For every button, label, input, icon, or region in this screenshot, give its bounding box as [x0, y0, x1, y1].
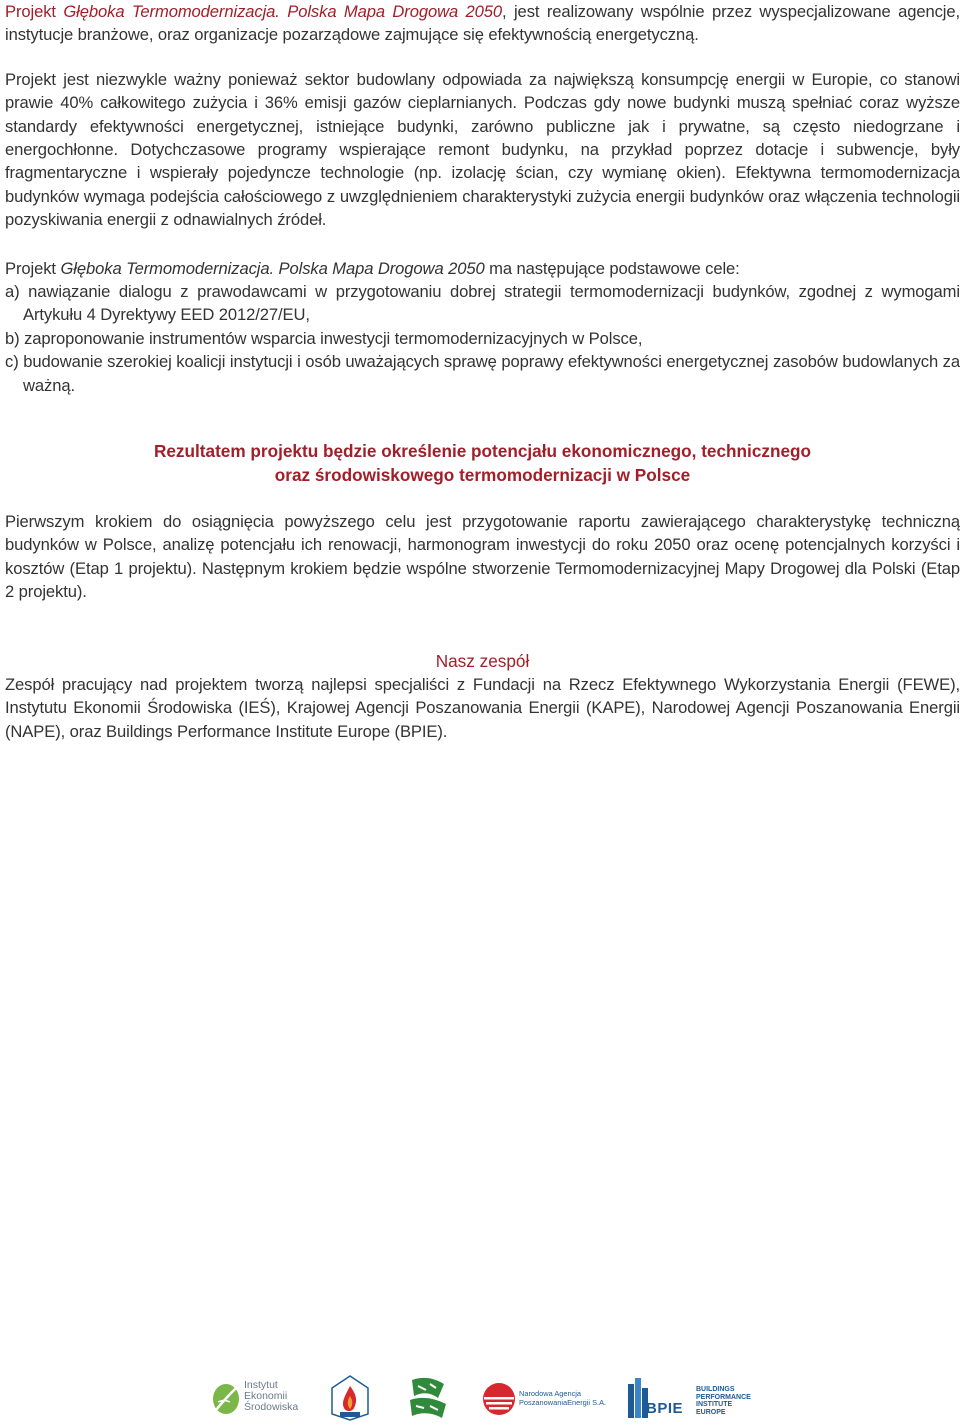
- kape-flame-icon: [328, 1374, 372, 1422]
- intro-project-label: Projekt: [5, 2, 64, 21]
- intro-map-name: Polska Mapa Drogowa 2050: [279, 2, 503, 21]
- result-heading: [5, 440, 960, 487]
- intro-rest: , jest realizowany wspólnie przez wyspecjalizowane agencje, instytucje branżowe, oraz organizacje pozarządowe zajmujące się efektywnością energetyczną.: [5, 2, 960, 45]
- team-text-block: [5, 673, 960, 743]
- result-heading-line-2: oraz środowiskowego termomodernizacji w Polsce: [274, 464, 691, 485]
- bpie-word: BPIE: [646, 1400, 684, 1417]
- ies-logo: [210, 1374, 310, 1422]
- bpie-logo: [628, 1374, 760, 1422]
- goal-item-c: c) budowanie szerokiej koalicji instytucji i osób uważających sprawę poprawy efektywności energetycznej zasobów budowlanych za ważną.: [5, 352, 960, 395]
- bpie-building-icon: [628, 1378, 648, 1418]
- result-text-block: [5, 510, 960, 604]
- kape-logo: [328, 1374, 372, 1422]
- nape-logo: [482, 1374, 612, 1422]
- bpie-line-3: INSTITUTE: [696, 1401, 733, 1408]
- goal-item-b: b) zaproponowanie instrumentów wsparcia inwestycji termomodernizacyjnych w Polsce,: [5, 328, 643, 348]
- ies-leaf-icon: [210, 1380, 242, 1416]
- top-text-block: [5, 0, 960, 397]
- ies-line-1: Instytut: [244, 1379, 278, 1391]
- team-heading: Nasz zespół: [435, 651, 530, 671]
- body-part-1: Projekt jest niezwykle ważny ponieważ sektor budowlany odpowiada za największą konsumpcję energii w Europie, co stanowi prawie 40% całkowitego zużycia i 36% emisji gazów cieplarnianych. Podczas gdy nowe budynki muszą spełniać coraz wyższe standardy efektywności energetycznej, istniejące budynki, zarówno publiczne jak i prywatne, są często niedogrzane i energochłonne.: [5, 69, 960, 160]
- fewe-emblem-icon: [404, 1374, 452, 1422]
- ies-line-3: Środowiska: [244, 1401, 299, 1413]
- ies-line-2: Ekonomii: [244, 1390, 288, 1402]
- bpie-line-1: BUILDINGS: [696, 1386, 735, 1393]
- ies-wordmark: [244, 1380, 298, 1413]
- goals-lead-rest: ma następujące podstawowe cele:: [484, 258, 740, 278]
- bpie-wordmark: [696, 1386, 751, 1416]
- nape-circle-icon: [482, 1382, 516, 1416]
- body-paragraph: [5, 68, 960, 232]
- nape-line-2: PoszanowaniaEnergii S.A.: [519, 1398, 607, 1407]
- goals-lead: [5, 257, 960, 280]
- intro-project-name: Głęboka Termomodernizacja.: [63, 2, 280, 21]
- team-paragraph: Zespół pracujący nad projektem tworzą najlepsi specjaliści z Fundacji na Rzecz Efektywnego Wykorzystania Energii (FEWE), Instytutu Ekonomii Środowiska (IEŚ), Krajowej Agencji Poszanowania Energii (KAPE), Narodowej Agencji Poszanowania Energii (NAPE), oraz Buildings Performance Institute Europe (BPIE).: [5, 675, 960, 741]
- intro-paragraph: [5, 0, 960, 47]
- fewe-logo: [404, 1374, 452, 1422]
- bpie-line-2: PERFORMANCE: [696, 1393, 751, 1401]
- goals-lead-label: Projekt: [5, 258, 61, 278]
- partner-logos: [0, 1374, 960, 1422]
- nape-line-1: Narodowa Agencja: [519, 1389, 582, 1398]
- goals-lead-name: Głębokа Termomodernizacja.: [60, 258, 275, 278]
- result-heading-line-1: Rezultatem projektu będzie określenie potencjału ekonomicznego, technicznego: [153, 441, 812, 461]
- result-paragraph: Pierwszym krokiem do osiągnięcia powyższego celu jest przygotowanie raportu zawierającego charakterystykę techniczną budynków w Polsce, analizę potencjału ich renowacji, harmonogram inwestycji do roku 2050 oraz ocenę potencjalnych korzyści i kosztów (Etap 1 projektu). Następnym krokiem będzie wspólne stworzenie Termomodernizacyjnej Mapy Drogowej dla Polski (Etap 2 projektu).: [5, 512, 960, 602]
- bpie-line-4: EUROPE: [696, 1408, 726, 1416]
- body-part-2: Dotychczasowe programy wspierające remont budynku, na przykład poprzez dotacje i subwencje, były fragmentaryczne i wspierały pojedyncze technologie (np. izolację ścian, czy wymianę okien). Efektywna termomodernizacja budynków wymaga podejścia całościowego z uwzględnieniem charakterystyki zużycia energii budynków oraz włączenia technologii pozyskiwania energii z odnawialnych źródeł.: [5, 140, 960, 230]
- goal-item-a: a) nawiązanie dialogu z prawodawcami w przygotowaniu dobrej strategii termomodernizacji budynków, zgodnej z wymogami Artykułu 4 Dyrektywy EED 2012/27/EU,: [5, 282, 960, 325]
- nape-wordmark: [519, 1389, 606, 1407]
- goals-lead-map: Polska Mapa Drogowa 2050: [274, 258, 485, 278]
